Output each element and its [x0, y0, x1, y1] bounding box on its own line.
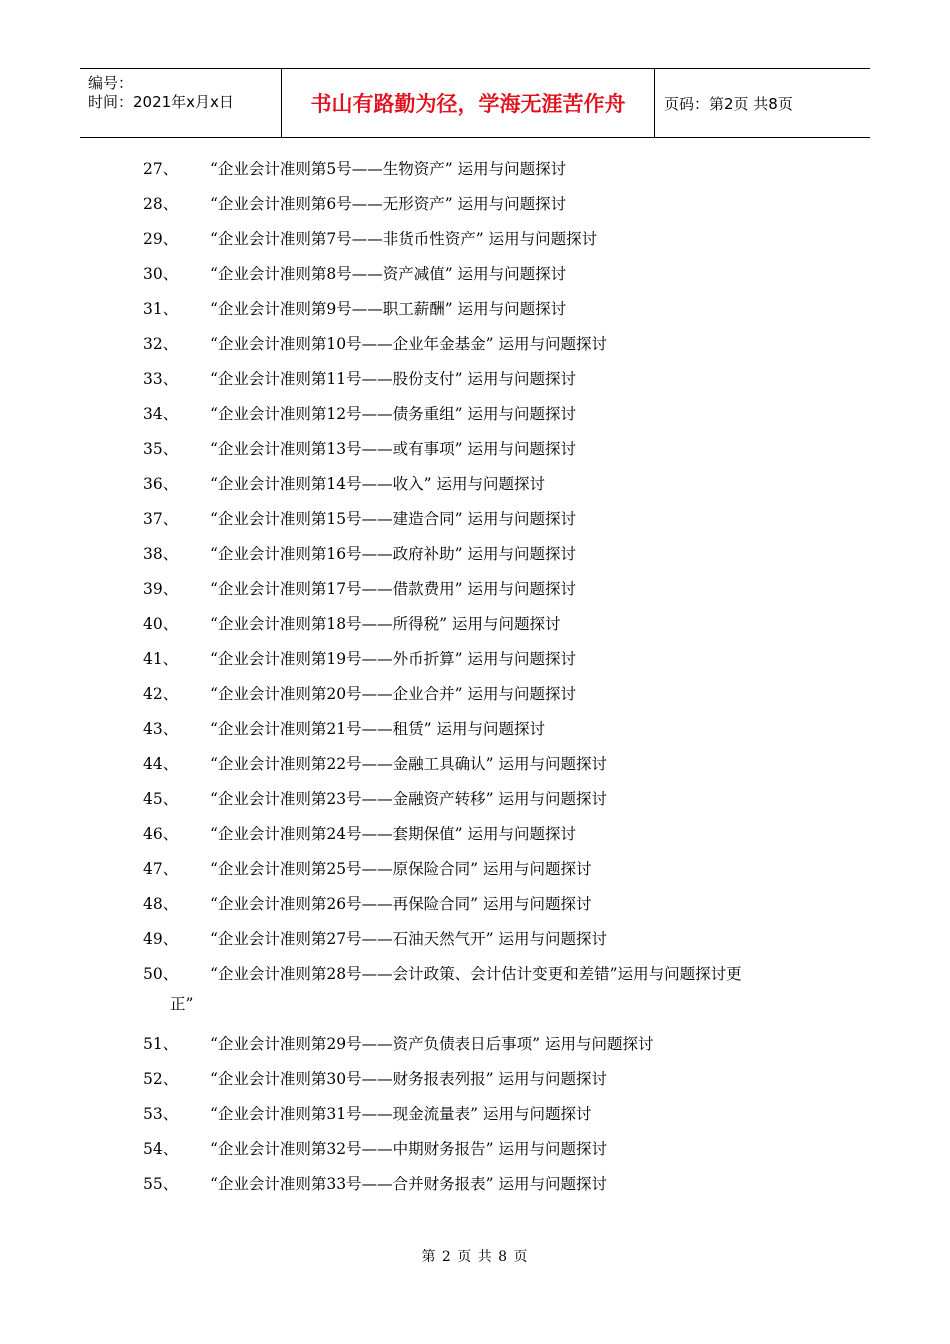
list-item-number: 54、 — [143, 1140, 179, 1158]
list-item — [0, 502, 950, 537]
list-item — [0, 922, 950, 957]
list-item-text: “企业会计准则第32号——中期财务报告” 运用与问题探讨 — [210, 1140, 607, 1158]
list-item-number: 35、 — [143, 440, 179, 458]
list-item-number: 53、 — [143, 1105, 179, 1123]
list-item-number: 43、 — [143, 720, 179, 738]
list-item — [0, 222, 950, 257]
list-item-text: “企业会计准则第27号——石油天然气开” 运用与问题探讨 — [210, 930, 607, 948]
list-item-number: 37、 — [143, 510, 179, 528]
list-item-number: 34、 — [143, 405, 179, 423]
list-item-text: “企业会计准则第17号——借款费用” 运用与问题探讨 — [210, 580, 576, 598]
list-item-text: “企业会计准则第10号——企业年金基金” 运用与问题探讨 — [210, 335, 607, 353]
list-item-text: “企业会计准则第5号——生物资产” 运用与问题探讨 — [210, 160, 567, 178]
list-item — [0, 1027, 950, 1062]
list-item-number: 32、 — [143, 335, 179, 353]
list-item-text: “企业会计准则第14号——收入” 运用与问题探讨 — [210, 475, 545, 493]
list-item — [0, 607, 950, 642]
document-date-label: 时间：2021年x月x日 — [88, 93, 234, 111]
list-item-text: “企业会计准则第22号——金融工具确认” 运用与问题探讨 — [210, 755, 607, 773]
list-item-number: 45、 — [143, 790, 179, 808]
list-item-text: “企业会计准则第12号——债务重组” 运用与问题探讨 — [210, 405, 576, 423]
header-left-cell — [80, 69, 280, 137]
list-item-number: 41、 — [143, 650, 179, 668]
list-item-number: 55、 — [143, 1175, 179, 1193]
list-item-text: “企业会计准则第33号——合并财务报表” 运用与问题探讨 — [210, 1175, 607, 1193]
list-item-text: “企业会计准则第7号——非货币性资产” 运用与问题探讨 — [210, 230, 598, 248]
header-motto: 书山有路勤为径，学海无涯苦作舟 — [310, 92, 626, 116]
list-item — [0, 1167, 950, 1202]
list-item-number: 38、 — [143, 545, 179, 563]
list-item — [0, 362, 950, 397]
list-item-number: 44、 — [143, 755, 179, 773]
list-item-number: 36、 — [143, 475, 179, 493]
page-footer: 第 2 页 共 8 页 — [421, 1249, 529, 1265]
list-item-text: “企业会计准则第23号——金融资产转移” 运用与问题探讨 — [210, 790, 607, 808]
list-item — [0, 852, 950, 887]
list-item-number: 40、 — [143, 615, 179, 633]
list-item — [0, 467, 950, 502]
list-item-text: “企业会计准则第13号——或有事项” 运用与问题探讨 — [210, 440, 576, 458]
list-item-number: 42、 — [143, 685, 179, 703]
list-item — [0, 537, 950, 572]
list-item-text: “企业会计准则第9号——职工薪酬” 运用与问题探讨 — [210, 300, 567, 318]
list-item-text: “企业会计准则第25号——原保险合同” 运用与问题探讨 — [210, 860, 592, 878]
list-item-text: “企业会计准则第26号——再保险合同” 运用与问题探讨 — [210, 895, 592, 913]
header-motto-cell — [281, 69, 655, 137]
list-item — [0, 747, 950, 782]
list-item-number: 33、 — [143, 370, 179, 388]
list-item — [0, 642, 950, 677]
list-item-text: “企业会计准则第11号——股份支付” 运用与问题探讨 — [210, 370, 576, 388]
list-item — [0, 152, 950, 187]
list-item-text: “企业会计准则第28号——会计政策、会计估计变更和差错”运用与问题探讨更 — [210, 965, 742, 983]
list-item — [0, 1132, 950, 1167]
list-item-number: 50、 — [143, 965, 179, 983]
list-item — [0, 1097, 950, 1132]
list-item — [0, 712, 950, 747]
list-item — [0, 432, 950, 467]
list-item — [0, 292, 950, 327]
list-item-text: “企业会计准则第16号——政府补助” 运用与问题探讨 — [210, 545, 576, 563]
list-item-text-continuation: 正” — [170, 995, 194, 1013]
list-item — [0, 187, 950, 222]
list-item-text: “企业会计准则第20号——企业合并” 运用与问题探讨 — [210, 685, 576, 703]
list-item-number: 28、 — [143, 195, 179, 213]
list-item-text: “企业会计准则第24号——套期保值” 运用与问题探讨 — [210, 825, 576, 843]
list-item — [0, 1062, 950, 1097]
list-item-text: “企业会计准则第15号——建造合同” 运用与问题探讨 — [210, 510, 576, 528]
header-page-info: 页码：第2页 共8页 — [664, 94, 793, 113]
list-item-text: “企业会计准则第29号——资产负债表日后事项” 运用与问题探讨 — [210, 1035, 654, 1053]
list-item — [0, 817, 950, 852]
list-item-number: 39、 — [143, 580, 179, 598]
header-page-cell — [654, 69, 870, 137]
list-item — [0, 257, 950, 292]
list-item — [0, 397, 950, 432]
list-item-number: 52、 — [143, 1070, 179, 1088]
list-item-number: 51、 — [143, 1035, 179, 1053]
document-code-label: 编号： — [88, 74, 134, 92]
list-item-text: “企业会计准则第6号——无形资产” 运用与问题探讨 — [210, 195, 567, 213]
list-item-text: “企业会计准则第21号——租赁” 运用与问题探讨 — [210, 720, 545, 738]
list-item-text: “企业会计准则第31号——现金流量表” 运用与问题探讨 — [210, 1105, 592, 1123]
page-header — [80, 68, 870, 138]
list-item-number: 49、 — [143, 930, 179, 948]
list-item — [0, 327, 950, 362]
list-item-number: 48、 — [143, 895, 179, 913]
list-item-text: “企业会计准则第19号——外币折算” 运用与问题探讨 — [210, 650, 576, 668]
list-item-number: 29、 — [143, 230, 179, 248]
list-item-text: “企业会计准则第30号——财务报表列报” 运用与问题探讨 — [210, 1070, 607, 1088]
list-item — [0, 887, 950, 922]
standards-list — [0, 152, 950, 1202]
list-item-number: 46、 — [143, 825, 179, 843]
list-item — [0, 572, 950, 607]
list-item — [0, 957, 950, 1027]
list-item-number: 31、 — [143, 300, 179, 318]
list-item-text: “企业会计准则第18号——所得税” 运用与问题探讨 — [210, 615, 561, 633]
list-item-number: 47、 — [143, 860, 179, 878]
list-item-number: 30、 — [143, 265, 179, 283]
list-item — [0, 782, 950, 817]
list-item-number: 27、 — [143, 160, 179, 178]
list-item-text: “企业会计准则第8号——资产减值” 运用与问题探讨 — [210, 265, 567, 283]
list-item — [0, 677, 950, 712]
